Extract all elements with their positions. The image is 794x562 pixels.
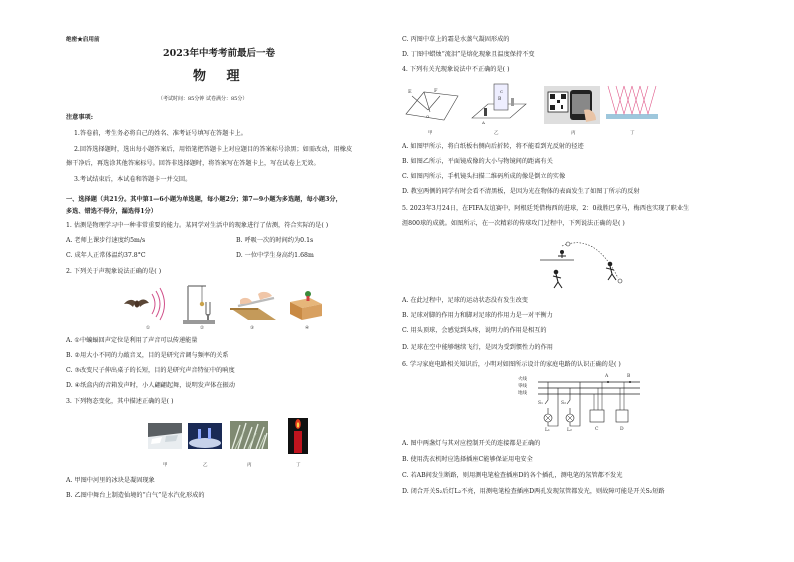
q4-option-d: D. 教室两侧的同学有时会看不清黑板，是因为光在物体的表面发生了如图丁所示的反射	[402, 188, 640, 195]
circuit-label-ground: 地线	[518, 391, 527, 396]
q1-option-c: C. 成年人正常体温约37.8°C	[66, 252, 146, 259]
circuit-label-neutral: 零线	[518, 384, 527, 389]
exam-meta: （考试时间：85分钟 试卷满分：85分）	[158, 96, 248, 102]
circuit-label-l1: L₁	[545, 428, 550, 433]
stage-fog-photo	[188, 423, 222, 449]
q2-option-c: C. ③改变尺子伸出桌子的长短，目的是研究声音特征中的响度	[66, 367, 235, 374]
figure-label: 丙	[247, 463, 252, 468]
figure-label: ②	[200, 326, 205, 331]
q5-option-d: D. 足球在空中能够继续飞行，是因为受到惯性力的作用	[402, 344, 553, 351]
section-heading: 多选、错选不得分，漏选得1分）	[66, 208, 157, 215]
q1-option-a: A. 老师上课步行速度约5m/s	[66, 237, 146, 244]
plane-mirror-figure	[470, 80, 528, 126]
q5-stem-line2: 涯800球的成就。如图所示，在一次精彩的传球攻门过程中，下列说法正确的是( )	[402, 220, 625, 227]
circuit-label-b: B	[627, 374, 631, 379]
q2-option-d: D. ④纸盒内的音箱发声时，小人翩翩起舞，说明发声体在振动	[66, 382, 235, 389]
q6-option-a: A. 图中两盏灯与其对应控制开关的连接都是正确的	[402, 440, 541, 447]
svg-text:A: A	[482, 120, 485, 125]
figure-label: 乙	[203, 463, 208, 468]
figure-label: 乙	[494, 131, 499, 136]
notes-heading: 注意事项:	[66, 114, 94, 121]
exam-title: 2023年中考考前最后一卷	[163, 48, 275, 59]
household-circuit-figure	[518, 374, 642, 440]
figure-label: 丙	[571, 131, 576, 136]
circuit-label-fire: 火线	[518, 377, 527, 382]
secret-mark: 绝密★启用前	[66, 37, 100, 43]
ice-river-photo	[148, 423, 182, 449]
svg-text:E: E	[408, 89, 412, 95]
figure-label: 丁	[296, 463, 301, 468]
figure-label: ①	[146, 326, 151, 331]
candle-photo	[288, 418, 308, 454]
q1-option-d: D. 一位中学生身高约1.68m	[236, 252, 314, 259]
section-heading: 一、选择题（共21分。其中第1—6小题为单选题，每小题2分；第7—9小题为多选题，每小题3分，	[66, 196, 342, 203]
circuit-label-s1: S₁	[538, 401, 543, 406]
figure-label: 甲	[428, 131, 433, 136]
svg-text:B: B	[498, 97, 502, 102]
circuit-label-l2: L₂	[567, 428, 572, 433]
q4-option-a: A. 如图甲所示，将白纸板右侧向后折转，将不能看到光反射的径迹	[402, 143, 584, 150]
ruler-figure	[228, 286, 278, 322]
q5-option-b: B. 足球对脚的作用力和脚对足球的作用力是一对平衡力	[402, 312, 553, 319]
note-item: 2.回答选择题时，选出每小题答案后，用铅笔把答题卡上对应题目的答案标号涂黑；如需改动，用橡皮	[74, 146, 353, 153]
q1-option-b: B. 呼吸一次的时间约为0.1s	[236, 237, 314, 244]
q6-option-c: C. 若AB间发生断路，则用测电笔检查插座D的各个插孔，测电笔的氖管都不发光	[402, 472, 623, 479]
note-item: 3.考试结束后，本试卷和答题卡一并交回。	[74, 176, 192, 183]
q2-option-b: B. ②用大小不同的力敲音叉，目的是研究音调与频率的关系	[66, 352, 229, 359]
svg-text:F: F	[434, 88, 438, 94]
circuit-label-s2: S₂	[561, 401, 566, 406]
figure-label: 丁	[630, 131, 635, 136]
circuit-label-d: D	[620, 427, 624, 432]
diffuse-reflection-figure	[604, 82, 660, 122]
figure-label: 甲	[163, 463, 168, 468]
svg-text:C: C	[500, 89, 504, 94]
bat-figure	[118, 284, 170, 324]
figure-label: ④	[305, 326, 310, 331]
q3-option-b: B. 乙图中舞台上制造仙境的“白气”是水汽化形成的	[66, 492, 205, 499]
q5-option-a: A. 在此过程中，足球的运动状态没有发生改变	[402, 297, 528, 304]
q6-stem: 6. 学习家庭电路相关知识后，小明对如图所示设计的家庭电路的认识正确的是( )	[402, 361, 621, 368]
q4-option-b: B. 如图乙所示，平面镜成像的大小与物镜间的距离有关	[402, 158, 553, 165]
phone-qrcode-photo	[544, 86, 600, 124]
q2-stem: 2. 下列关于声现象说法正确的是( )	[66, 268, 162, 275]
q3-stem: 3. 下列物态变化，其中描述正确的是( )	[66, 398, 174, 405]
svg-text:O: O	[426, 114, 430, 119]
q4-stem: 4. 下列有关光现象说法中不正确的是( )	[402, 66, 510, 73]
tuning-fork-figure	[180, 280, 220, 326]
speaker-box-figure	[288, 286, 324, 322]
circuit-label-c: C	[595, 427, 599, 432]
q6-option-b: B. 使用洗衣机时应选择插座C能够保证用电安全	[402, 456, 533, 463]
subject-title: 物 理	[193, 69, 248, 84]
q3-option-d: D. 丁图中蜡烛“流泪”是熔化现象且温度保持不变	[402, 51, 535, 58]
q3-option-a: A. 甲图中河里的冰块是凝固现象	[66, 477, 155, 484]
circuit-label-a: A	[605, 374, 609, 379]
q5-stem-line1: 5. 2023年3月24日，在FIFA友谊赛中，阿根廷凭借梅西的进球，2：0战胜巴拿马，梅西也实现了职业生	[402, 205, 690, 212]
reflection-board-figure	[404, 82, 460, 126]
frost-grass-photo	[230, 421, 268, 449]
q3-option-c: C. 丙图中草上的霜是水蒸气凝固形成的	[402, 36, 510, 43]
note-item: 擦干净后，再选涂其他答案标号。回答非选择题时，将答案写在答题卡上，写在试卷上无效。	[66, 160, 320, 167]
q4-option-c: C. 如图丙所示，手机镜头扫描二维码所成的像是倒立的实像	[402, 173, 566, 180]
figure-label: ③	[250, 326, 255, 331]
q6-option-d: D. 闭合开关S₂后灯L₂不亮，用测电笔检查插座D两孔发现氖管都发光，则故障可能是开关S₂短路	[402, 488, 665, 495]
note-item: 1.答卷前，考生务必将自己的姓名、准考证号填写在答题卡上。	[74, 130, 247, 137]
q1-stem: 1. 估测是物理学习中一种非常重要的能力。某同学对生活中的现象进行了估测，符合实际的是( )	[66, 222, 329, 229]
q5-option-c: C. 用头顶球，会感觉到头疼，说明力的作用是相互的	[402, 327, 547, 334]
q2-option-a: A. ①中蝙蝠回声定位是利用了声音可以传递能量	[66, 337, 198, 344]
soccer-pass-figure	[540, 234, 630, 294]
